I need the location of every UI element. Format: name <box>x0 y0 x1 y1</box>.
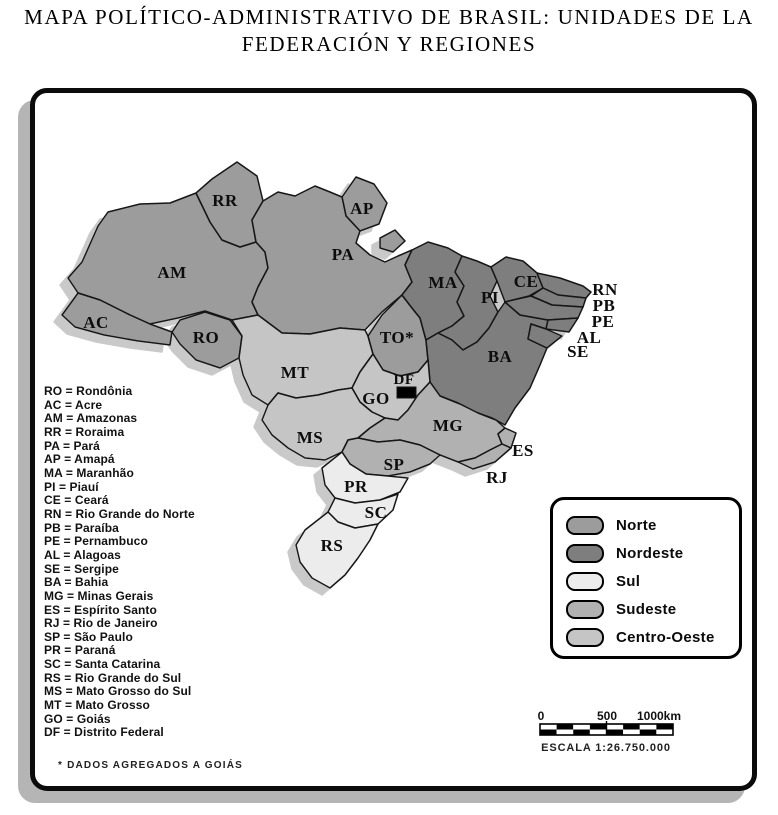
legend-item <box>566 567 739 595</box>
state-list-item: RR = Roraima <box>44 424 125 439</box>
state-label-rn: RN <box>592 280 618 299</box>
state-label-pi: PI <box>481 288 499 307</box>
state-al <box>546 318 578 332</box>
state-label-sc: SC <box>364 503 388 522</box>
scale-cell <box>557 724 574 730</box>
state-list-item: AL = Alagoas <box>44 547 121 562</box>
state-label-ce: CE <box>513 272 539 291</box>
scale-cell <box>557 730 574 736</box>
scale-cell <box>640 724 657 730</box>
aggregation-footnote: * DADOS AGREGADOS A GOIÁS <box>58 760 244 771</box>
legend-label: Sudeste <box>616 600 677 618</box>
state-list-item: PB = Paraíba <box>44 520 119 535</box>
state-label-ap: AP <box>350 199 374 218</box>
legend-swatch-nordeste <box>566 544 604 563</box>
state-label-pe: PE <box>591 312 615 331</box>
legend-item <box>566 623 739 651</box>
state-list-item: RS = Rio Grande do Sul <box>44 670 182 685</box>
state-list-item: DF = Distrito Federal <box>44 725 164 740</box>
state-label-es: ES <box>512 441 534 460</box>
state-label-ma: MA <box>428 273 458 292</box>
legend-label: Norte <box>616 516 657 534</box>
state-label-ms: MS <box>296 428 324 447</box>
scale-tick-1000: 1000km <box>636 709 682 723</box>
df-marker <box>397 387 416 398</box>
state-label-se: SE <box>567 342 589 361</box>
legend-label: Nordeste <box>616 544 684 562</box>
state-label-pa: PA <box>331 245 355 264</box>
state-label-ba: BA <box>487 347 513 366</box>
scale-cell <box>656 730 673 736</box>
scale-tick-500: 500 <box>596 709 618 723</box>
state-label-go: GO <box>362 389 390 408</box>
state-list-item: SP = São Paulo <box>44 629 133 644</box>
state-label-sp: SP <box>383 455 405 474</box>
scale-cell <box>607 730 624 736</box>
scale-cell <box>607 724 624 730</box>
scale-cell <box>623 724 640 730</box>
scale-cell <box>590 730 607 736</box>
state-label-ac: AC <box>83 313 109 332</box>
state-list-item: ES = Espírito Santo <box>44 602 157 617</box>
state-list-item: AM = Amazonas <box>44 411 138 426</box>
state-label-al: AL <box>576 328 602 347</box>
state-label-rr: RR <box>212 191 238 210</box>
state-label-pr: PR <box>344 477 368 496</box>
state-list-item: RO = Rondônia <box>44 384 133 398</box>
region-legend <box>550 497 742 659</box>
scale-cell <box>540 730 557 736</box>
state-list-item: GO = Goiás <box>44 711 111 726</box>
state-list-item: CE = Ceará <box>44 493 109 508</box>
scale-cell <box>656 724 673 730</box>
legend-item <box>566 511 739 539</box>
state-list-item: SC = Santa Catarina <box>44 657 161 672</box>
state-list-item: RN = Rio Grande do Norte <box>44 506 195 521</box>
state-label-pb: PB <box>592 296 616 315</box>
state-list-item: PE = Pernambuco <box>44 534 148 549</box>
scale-cell <box>590 724 607 730</box>
state-list-item: MS = Mato Grosso do Sul <box>44 684 192 699</box>
state-ilha <box>380 230 405 252</box>
state-label-rs: RS <box>320 536 344 555</box>
legend-swatch-sul <box>566 572 604 591</box>
page-title-line1: MAPA POLÍTICO-ADMINISTRATIVO DE BRASIL: UNIDADES DE LA <box>24 5 754 29</box>
state-label-rj: RJ <box>486 468 508 487</box>
scale-cell <box>573 724 590 730</box>
state-label-mt: MT <box>280 363 310 382</box>
state-list-item: RJ = Rio de Janeiro <box>44 616 158 631</box>
state-list-item: MG = Minas Gerais <box>44 588 154 603</box>
state-label-am: AM <box>157 263 187 282</box>
state-list-item: MA = Maranhão <box>44 465 134 480</box>
scale-cell <box>640 730 657 736</box>
state-list-item: PA = Pará <box>44 438 100 453</box>
state-list-item: PR = Paraná <box>44 643 116 658</box>
state-label-ro: RO <box>192 328 220 347</box>
legend-swatch-sudeste <box>566 600 604 619</box>
state-list-item: SE = Sergipe <box>44 561 119 576</box>
legend-swatch-norte <box>566 516 604 535</box>
scale-cell <box>623 730 640 736</box>
legend-swatch-centro_oeste <box>566 628 604 647</box>
scale-bar <box>532 706 692 744</box>
scale-cell <box>573 730 590 736</box>
legend-label: Sul <box>616 572 641 590</box>
scale-tick-0: 0 <box>537 709 545 723</box>
state-label-df: DF <box>393 372 415 388</box>
state-list-item: PI = Piauí <box>44 479 99 494</box>
legend-item <box>566 595 739 623</box>
state-list-item: MT = Mato Grosso <box>44 698 150 713</box>
legend-item <box>566 539 739 567</box>
state-list-item: BA = Bahia <box>44 575 109 590</box>
page-title-line2: FEDERACIÓN Y REGIONES <box>241 31 537 56</box>
state-list-item: AC = Acre <box>44 397 103 412</box>
state-list-item: AP = Amapá <box>44 452 115 467</box>
state-label-mg: MG <box>432 416 464 435</box>
scale-caption: ESCALA 1:26.750.000 <box>541 742 671 754</box>
state-abbreviation-list <box>44 385 195 740</box>
scale-cell <box>540 724 557 730</box>
legend-label: Centro-Oeste <box>616 628 715 646</box>
state-label-to: TO* <box>379 328 415 347</box>
